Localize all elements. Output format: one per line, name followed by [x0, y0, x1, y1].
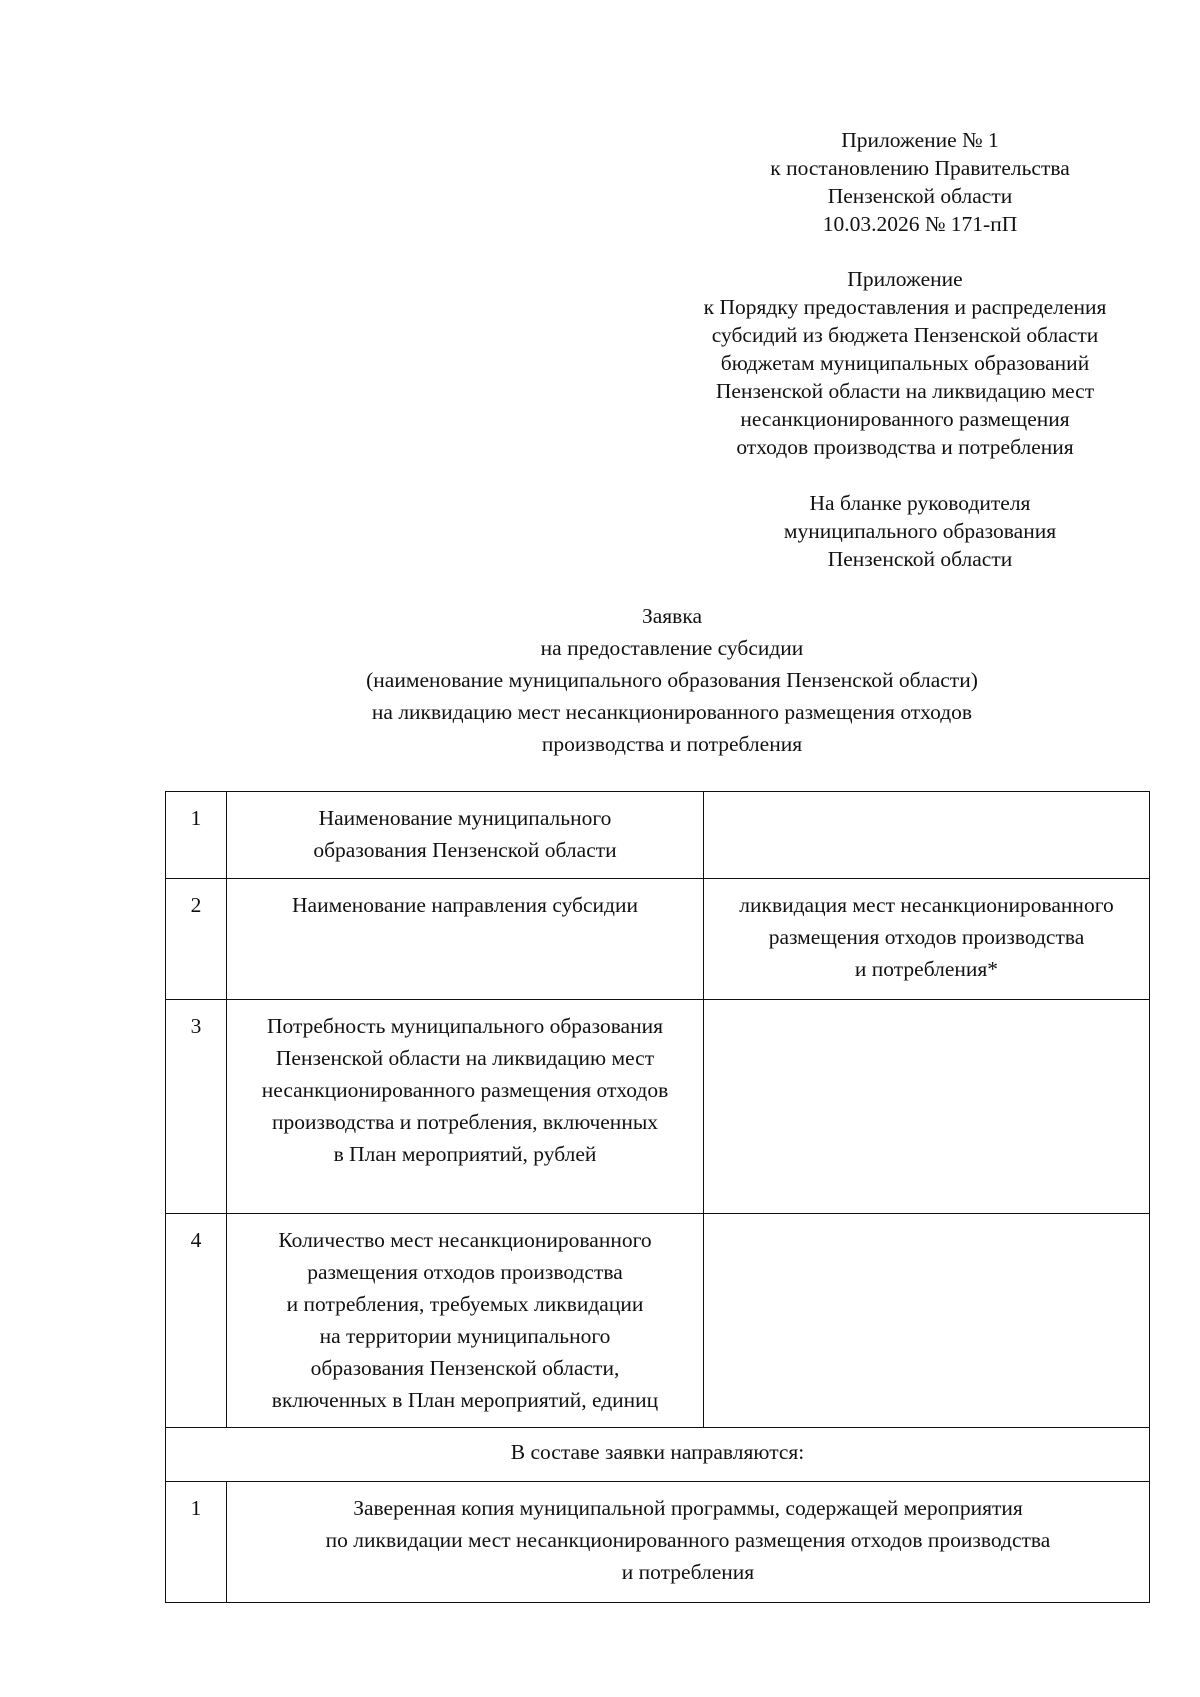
row-label	[227, 879, 704, 1000]
row-value-line: ликвидация мест несанкционированного	[739, 893, 1114, 917]
row-label-line: Пензенской области на ликвидацию мест	[275, 1046, 655, 1070]
attachment-number: 1	[166, 1482, 227, 1603]
section-header: В составе заявки направляются:	[166, 1428, 1150, 1482]
title-line: (наименование муниципального образования Пензенской области)	[366, 668, 978, 692]
appendix-1-line: Пензенской области	[827, 184, 1013, 208]
row-label-line: образования Пензенской области,	[310, 1356, 620, 1380]
document-title	[232, 600, 1112, 760]
appendix-order-line: бюджетам муниципальных образований	[720, 351, 1090, 375]
table-row	[166, 879, 1150, 1000]
appendix-order-line: Пензенской области на ликвидацию мест	[715, 379, 1095, 403]
title-line: Заявка	[641, 604, 703, 628]
row-label-line: образования Пензенской области	[313, 838, 617, 862]
appendix-1-header	[700, 126, 1140, 238]
row-number: 3	[166, 1000, 227, 1214]
row-number: 2	[166, 879, 227, 1000]
attachment-line: по ликвидации мест несанкционированного размещения отходов производства	[325, 1528, 1051, 1552]
row-label-line: несанкционированного размещения отходов	[261, 1078, 669, 1102]
row-label-line: размещения отходов производства	[307, 1260, 623, 1284]
section-header-row	[166, 1428, 1150, 1482]
appendix-1-line: Приложение № 1	[841, 128, 999, 152]
letterhead-line: муниципального образования	[783, 519, 1057, 543]
attachment-line: Заверенная копия муниципальной программы, содержащей мероприятия	[353, 1496, 1023, 1520]
title-line: производства и потребления	[541, 732, 803, 756]
appendix-order-line: к Порядку предоставления и распределения	[703, 295, 1107, 319]
appendix-order-line: субсидий из бюджета Пензенской области	[711, 323, 1099, 347]
table-row	[166, 1000, 1150, 1214]
row-value-cell	[704, 1000, 1150, 1214]
appendix-order-line: Приложение	[847, 267, 963, 291]
table-row	[166, 792, 1150, 879]
appendix-order-header	[660, 265, 1150, 461]
appendix-1-line: 10.03.2026 № 171-пП	[822, 212, 1018, 236]
title-line: на предоставление субсидии	[540, 636, 804, 660]
row-number: 1	[166, 792, 227, 879]
letterhead-note	[700, 489, 1140, 573]
title-line: на ликвидацию мест несанкционированного размещения отходов	[371, 700, 973, 724]
row-value-cell	[704, 1214, 1150, 1428]
letterhead-line: На бланке руководителя	[809, 491, 1031, 515]
row-number: 4	[166, 1214, 227, 1428]
row-label-line: Наименование муниципального	[318, 806, 612, 830]
application-table	[165, 791, 1150, 1603]
row-value-cell	[704, 792, 1150, 879]
table-row	[166, 1214, 1150, 1428]
row-label-line: производства и потребления, включенных	[271, 1110, 659, 1134]
appendix-order-line: отходов производства и потребления	[736, 435, 1074, 459]
row-label	[227, 1214, 704, 1428]
row-label	[227, 1000, 704, 1214]
row-label-line: в План мероприятий, рублей	[333, 1142, 597, 1166]
row-label-line: на территории муниципального	[319, 1324, 611, 1348]
row-value-line: и потребления*	[854, 957, 999, 981]
appendix-1-line: к постановлению Правительства	[770, 156, 1070, 180]
appendix-order-line: несанкционированного размещения	[740, 407, 1070, 431]
letterhead-line: Пензенской области	[827, 547, 1013, 571]
row-value-line: размещения отходов производства	[768, 925, 1085, 949]
row-label-line: Потребность муниципального образования	[266, 1014, 664, 1038]
row-label	[227, 792, 704, 879]
row-label-line: и потребления, требуемых ликвидации	[286, 1292, 644, 1316]
row-label-line: Наименование направления субсидии	[292, 893, 638, 917]
row-label-line: Количество мест несанкционированного	[278, 1228, 652, 1252]
attachment-line: и потребления	[621, 1560, 755, 1584]
row-label-line: включенных в План мероприятий, единиц	[271, 1388, 659, 1412]
attachment-row	[166, 1482, 1150, 1603]
row-value-cell	[704, 879, 1150, 1000]
attachment-text	[227, 1482, 1150, 1603]
